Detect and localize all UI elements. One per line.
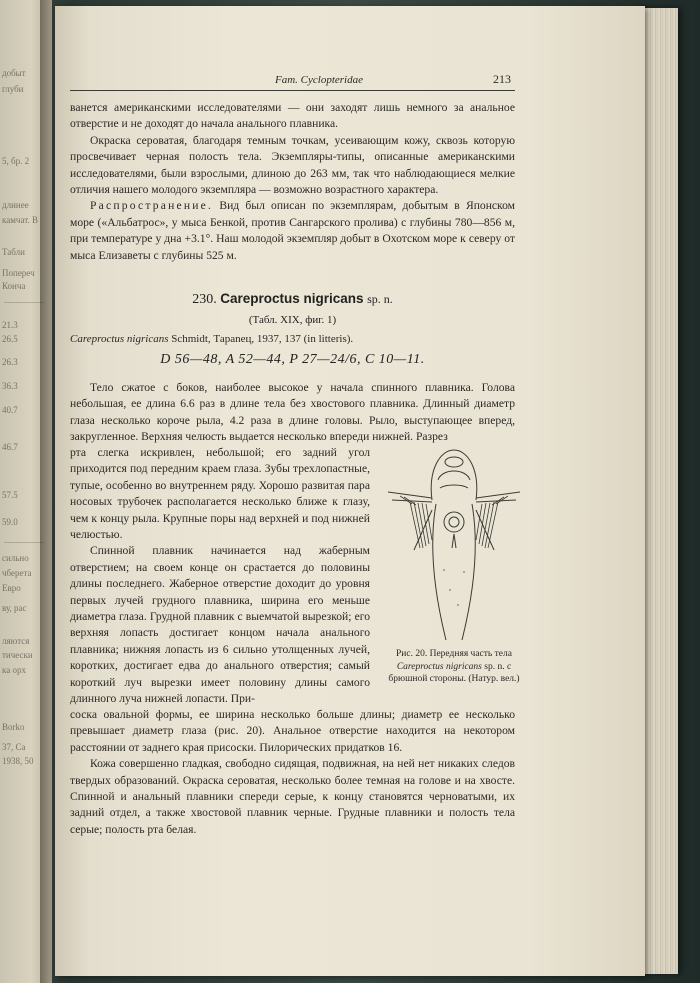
facing-page-text: 36.3 bbox=[2, 381, 18, 391]
caption-text: sp. n. с брюшной стороны. (Натур. вел.) bbox=[388, 661, 520, 684]
description-text-continued bbox=[70, 707, 515, 838]
facing-page-text: 5, бр. 2 bbox=[2, 156, 30, 166]
paragraph: Спинной плавник начинается над жаберным отверстием; на своем конце он срастается до половины длины последнего. Жаберное отверстие доходит до уровня первых лучей грудного плавника, ширина его меньше диаметра глаза. Грудной плавник с выемчатой вырезкой; его верхняя лопасть достигает концом начала анального плавника; нижняя лопасть из 6 сильно утолщенных лучей, коротких, достигает едва до анального отверстия; самый короткий луч вырезки имеет половину длины самого длинного луча нижней лопасти. При- bbox=[70, 544, 370, 706]
plate-reference: (Табл. XIX, фиг. 1) bbox=[248, 314, 337, 326]
facing-page-text: добыт bbox=[2, 68, 26, 78]
facing-page-text: Попереч bbox=[2, 268, 35, 278]
table-rule bbox=[4, 530, 44, 543]
facing-page-text: ляются bbox=[2, 636, 30, 646]
facing-page-text: 46.7 bbox=[2, 442, 18, 452]
facing-page-text: 40.7 bbox=[2, 405, 18, 415]
figure-20-illustration bbox=[380, 440, 528, 645]
facing-page-text: 26.5 bbox=[2, 334, 18, 344]
facing-page-text: ву, рас bbox=[2, 603, 27, 613]
intro-text bbox=[70, 100, 515, 264]
facing-page-text: Конча bbox=[2, 281, 26, 291]
facing-page-text: тически bbox=[2, 650, 33, 660]
facing-page-text: чберета bbox=[2, 568, 32, 578]
table-rule bbox=[4, 290, 44, 303]
synonymy-citation bbox=[70, 333, 515, 345]
species-number: 230. bbox=[192, 292, 217, 307]
distribution-label: Распространение. bbox=[90, 199, 214, 213]
fin-formula: D 56—48, A 52—44, P 27—24/6, C 10—11. bbox=[160, 352, 425, 367]
citation-ref: Schmidt, Тараnец, 1937, 137 (in litteris). bbox=[168, 333, 354, 345]
distribution-text: Вид был описан по экземплярам, добытым в Японском море («Альбатрос», у мыса Бенкой, против Сангарского пролива) с глубины 780—856 м, при температуре у дна +3.1°. Наш молодой экземпляр добыт в Охотском море к северу от мыса Елизаветы с глубины 525 м. bbox=[70, 199, 515, 262]
facing-page-text: 57.5 bbox=[2, 490, 18, 500]
facing-page-text: Евро bbox=[2, 583, 21, 593]
species-author: sp. n. bbox=[367, 292, 393, 306]
running-header bbox=[70, 70, 515, 91]
distribution-paragraph bbox=[70, 198, 515, 264]
species-name: Careproctus nigricans bbox=[220, 291, 364, 306]
facing-page-text: Табли bbox=[2, 247, 25, 257]
facing-page-text: 26.3 bbox=[2, 357, 18, 367]
facing-page-text: ка орх bbox=[2, 665, 26, 675]
fish-ventral-drawing bbox=[380, 440, 528, 645]
description-text-narrow bbox=[70, 445, 370, 708]
facing-page-text: длинее bbox=[2, 200, 29, 210]
facing-page-text: 21.3 bbox=[2, 320, 18, 330]
caption-text: Передняя часть тела bbox=[427, 649, 512, 659]
figure-number: Рис. 20. bbox=[396, 649, 428, 659]
page-number: 213 bbox=[493, 72, 511, 86]
paragraph: Кожа совершенно гладкая, свободно сидящая, подвижная, на ней нет никаких следов твердых образований. Окраска сероватая, несколько более темная на голове и на хвосте. Спинной и анальный плавники спереди серые, к концу становятся черноватыми, их задний отдел, а также хвостовой плавник черные. Грудные плавники и полость тела серые; полость рта белая. bbox=[70, 757, 515, 836]
paragraph: Тело сжатое с боков, наиболее высокое у начала спинного плавника. Голова небольшая, ее длина 6.6 раз в длине тела без хвостового плавника. Длинный диаметр глаза несколько короче рыла, 4.2 раза в длине головы. Рыло, выступающее вперед, закругленное. Верхняя челюсть выдается несколько впереди нижней. Разрез bbox=[70, 381, 515, 444]
caption-species-name: Careproctus nigricans bbox=[396, 661, 482, 672]
facing-page-text: 1938, 50 bbox=[2, 756, 34, 766]
facing-page-text: Borko bbox=[2, 722, 25, 732]
species-title bbox=[70, 291, 515, 308]
running-head-title: Fam. Cyclopteridae bbox=[275, 74, 363, 86]
facing-page-text: глуби bbox=[2, 84, 24, 94]
figure-caption bbox=[380, 648, 528, 686]
facing-page-text: 59.0 bbox=[2, 517, 18, 527]
paragraph: рта слегка искривлен, небольшой; его задний угол приходится под передним краем глаза. Зубы трехлопастные, тупые, особенно во внутреннем ряду. Хорошо развитая пара носовых трубочек располагается несколько ближе к глазу, чем к концу рыла. Крупные поры над верхней и под нижней челюстью. bbox=[70, 446, 370, 542]
facing-page-text: камчат. В bbox=[2, 215, 38, 225]
description-text bbox=[70, 380, 515, 446]
paragraph: Окраска сероватая, благодаря темным точкам, усеивающим кожу, сквозь которую просвечивает черная полость тела. Экземпляры-типы, описанные американскими исследователями, были взрослыми, длиною до 263 мм, так что наблюдающиеся мелкие отличия нашего молодого экземпляра — возможно возрастного характера. bbox=[70, 133, 515, 197]
paragraph: ванется американскими исследователями — они заходят лишь немного за анальное отверстие и не доходят до начала анального плавника. bbox=[70, 101, 515, 131]
facing-page-text: сильно bbox=[2, 553, 29, 563]
species-heading bbox=[70, 291, 515, 326]
citation-name: Careproctus nigricans bbox=[70, 333, 169, 345]
paragraph: соска овальной формы, ее ширина несколько больше длины; диаметр ее несколько превышает диаметр глаза (рис. 20). Анальное отверстие находится на некотором расстоянии от заднего края присоски. Пилорических придатков 16. bbox=[70, 708, 515, 754]
facing-page-text: 37, Са bbox=[2, 742, 26, 752]
